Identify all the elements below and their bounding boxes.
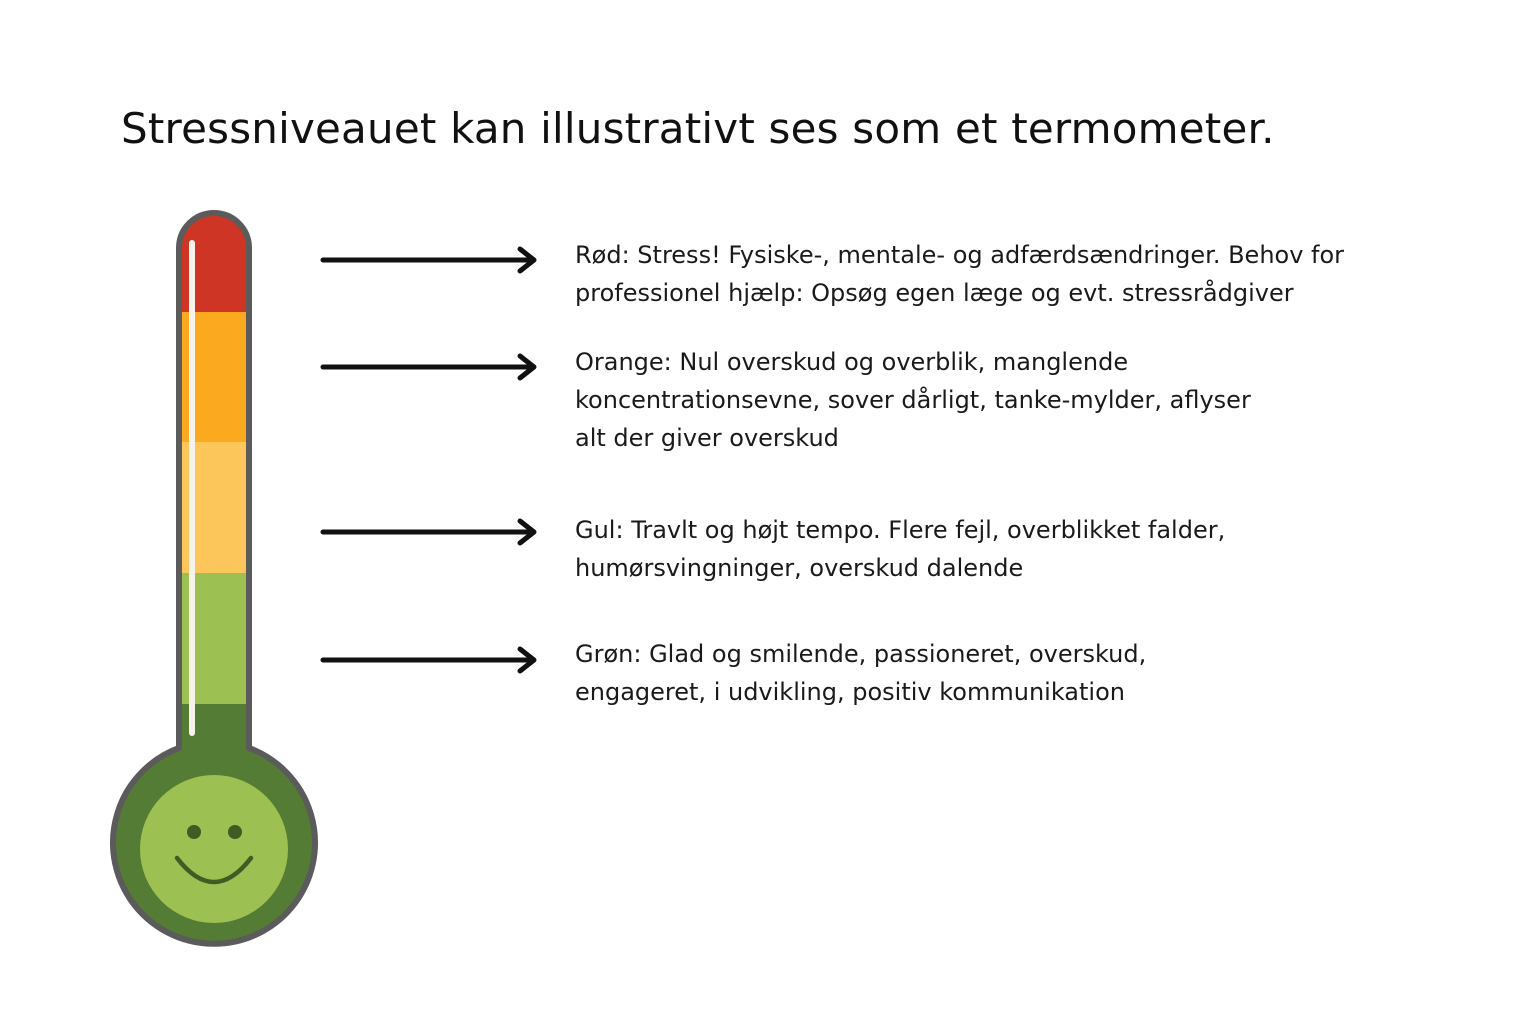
thermo-band-light-green bbox=[100, 573, 340, 705]
level-orange-description bbox=[575, 343, 1251, 457]
arrow-right-icon bbox=[320, 246, 542, 274]
level-green-description bbox=[575, 635, 1146, 711]
level-text-line: Rød: Stress! Fysiske-, mentale- og adfærdsændringer. Behov for bbox=[575, 241, 1345, 269]
smiley-face-icon bbox=[140, 775, 288, 923]
level-text-line: koncentrationsevne, sover dårligt, tanke-mylder, aflyser bbox=[575, 386, 1251, 414]
level-text-line: engageret, i udvikling, positiv kommunikation bbox=[575, 678, 1125, 706]
level-text-line: professionel hjælp: Opsøg egen læge og evt. stressrådgiver bbox=[575, 279, 1294, 307]
thermometer-icon bbox=[0, 0, 340, 980]
level-text-line: alt der giver overskud bbox=[575, 424, 839, 452]
level-text-line: humørsvingninger, overskud dalende bbox=[575, 554, 1024, 582]
level-red-description bbox=[575, 236, 1344, 312]
thermo-band-yellow bbox=[100, 442, 340, 574]
level-text-line: Gul: Travlt og højt tempo. Flere fejl, overblikket falder, bbox=[575, 516, 1226, 544]
smiley-face-disc bbox=[140, 775, 288, 923]
smiley-left-eye bbox=[187, 825, 201, 839]
arrow-right-icon bbox=[320, 646, 542, 674]
page-title: Stressniveauet kan illustrativt ses som et termometer. bbox=[121, 104, 1275, 153]
level-yellow-description bbox=[575, 511, 1225, 587]
thermo-band-red bbox=[100, 180, 340, 313]
level-text-line: Grøn: Glad og smilende, passioneret, overskud, bbox=[575, 640, 1147, 668]
smiley-right-eye bbox=[228, 825, 242, 839]
thermo-band-orange bbox=[100, 312, 340, 443]
arrow-right-icon bbox=[320, 518, 542, 546]
level-text-line: Orange: Nul overskud og overblik, manglende bbox=[575, 348, 1129, 376]
arrow-right-icon bbox=[320, 353, 542, 381]
